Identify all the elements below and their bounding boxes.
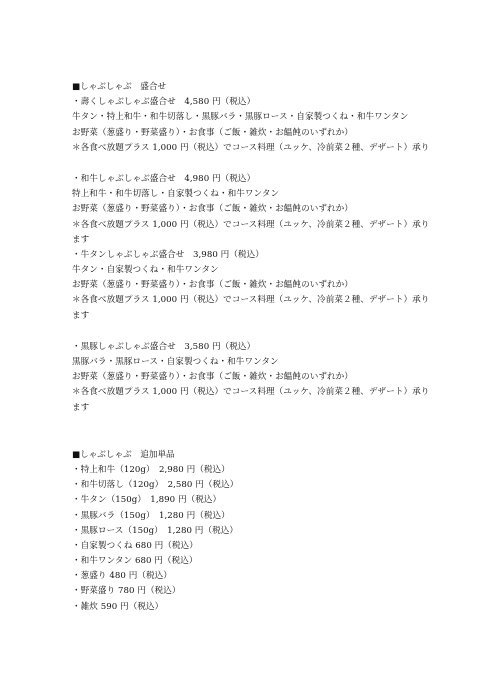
item-course-note-cont: ます xyxy=(72,402,90,413)
spacer xyxy=(72,416,482,448)
menu-item-kurobuta-set xyxy=(72,340,482,416)
item-name-price: ・和牛しゃぶしゃぶ盛合せ 4,980 円（税込） xyxy=(72,173,256,184)
item-contents: 牛タン・自家製つくね・和牛ワンタン xyxy=(72,265,219,276)
item-contents: 牛タン・特上和牛・和牛切落し・黒豚バラ・黒豚ロース・自家製つくね・和牛ワンタン xyxy=(72,112,409,123)
section-heading-shabu-extras: ■しゃぶしゃぶ 追加単品 xyxy=(72,449,175,460)
item-course-note: ＊各食べ放題プラス 1,000 円（税込）でコース料理（ユッケ、冷前菜２種、デザート）承り xyxy=(72,295,430,306)
menu-item-gyutan-set xyxy=(72,248,482,324)
extra-item: ・葱盛り 480 円（税込） xyxy=(72,571,172,582)
menu-item-wagyu-set xyxy=(72,172,482,248)
item-name-price: ・壽くしゃぶしゃぶ盛合せ 4,580 円（税込） xyxy=(72,97,256,108)
extra-item: ・雑炊 590 円（税込） xyxy=(72,601,164,612)
section-heading-shabu-assortment: ■しゃぶしゃぶ 盛合せ xyxy=(72,82,167,92)
extra-item: ・牛タン（150g） 1,890 円（税込） xyxy=(72,495,222,506)
item-sides: お野菜（葱盛り・野菜盛り）・お食事（ご飯・雑炊・お饂飩のいずれか） xyxy=(72,127,353,138)
item-sides: お野菜（葱盛り・野菜盛り）・お食事（ご飯・雑炊・お饂飩のいずれか） xyxy=(72,204,353,215)
item-sides: お野菜（葱盛り・野菜盛り）・お食事（ご飯・雑炊・お饂飩のいずれか） xyxy=(72,280,353,291)
spacer xyxy=(72,324,482,340)
extra-item: ・特上和牛（120g） 2,980 円（税込） xyxy=(72,464,230,475)
extra-item: ・野菜盛り 780 円（税込） xyxy=(72,586,181,597)
extra-item: ・和牛切落し（120g） 2,580 円（税込） xyxy=(72,480,239,491)
menu-item-kotobuki-set xyxy=(72,95,482,156)
extra-item: ・和牛ワンタン 680 円（税込） xyxy=(72,556,198,567)
item-sides: お野菜（葱盛り・野菜盛り）・お食事（ご飯・雑炊・お饂飩のいずれか） xyxy=(72,372,353,383)
item-course-note: ＊各食べ放題プラス 1,000 円（税込）でコース料理（ユッケ、冷前菜２種、デザート）承り xyxy=(72,219,430,230)
extra-item: ・黒豚ロース（150g） 1,280 円（税込） xyxy=(72,525,239,536)
item-course-note-cont: ます xyxy=(72,310,90,321)
spacer xyxy=(72,156,482,172)
item-contents: 特上和牛・和牛切落し・自家製つくね・和牛ワンタン xyxy=(72,189,280,200)
extra-item: ・自家製つくね 680 円（税込） xyxy=(72,540,198,551)
menu-document xyxy=(72,80,482,615)
item-course-note-cont: ます xyxy=(72,234,90,245)
item-course-note: ＊各食べ放題プラス 1,000 円（税込）でコース料理（ユッケ、冷前菜２種、デザート）承り xyxy=(72,387,430,398)
item-name-price: ・牛タンしゃぶしゃぶ盛合せ 3,980 円（税込） xyxy=(72,249,264,260)
item-course-note: ＊各食べ放題プラス 1,000 円（税込）でコース料理（ユッケ、冷前菜２種、デザート）承り xyxy=(72,142,430,153)
item-contents: 黒豚バラ・黒豚ロース・自家製つくね・和牛ワンタン xyxy=(72,357,279,367)
extra-item: ・黒豚バラ（150g） 1,280 円（税込） xyxy=(72,510,230,521)
item-name-price: ・黒豚しゃぶしゃぶ盛合せ 3,580 円（税込） xyxy=(72,341,256,352)
